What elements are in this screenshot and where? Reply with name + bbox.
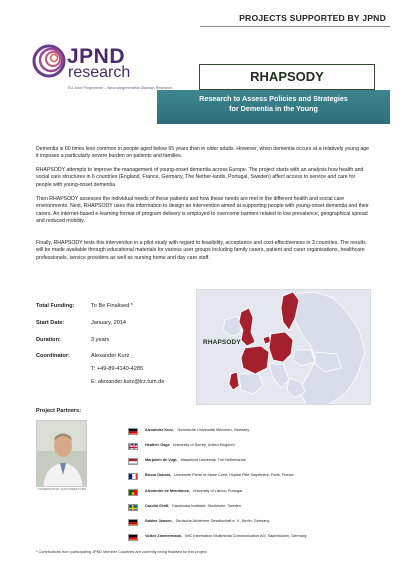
coordinator-name: Alexander Kurz [91,353,130,359]
paragraph-aims: RHAPSODY attempts to improve the management of young-onset dementia across Europe. The project starts with an analysis how health and social care structures in 6 countries (England, France, Germany, The Nether-lands, Portugal, Sweden) affect access to service and care for people with young-onset dementia. [36,167,364,188]
duration-label: Duration: [36,337,61,343]
duration-value: 3 years [91,337,110,343]
germany-flag-icon [128,428,138,435]
partner-name: Alexander Kurz, [145,428,174,432]
france-flag-icon [128,473,138,480]
partner-institution: IMC Information Multimedia Communication AG, Saarbrücken, Germany [185,534,307,538]
logo-name: JPND [67,45,126,68]
header-divider [200,26,390,27]
coordinator-portrait-icon [37,421,87,487]
jpnd-logo-swirl-icon [31,41,71,81]
coordinator-label: Coordinator: [36,353,70,359]
coordinator-photo [36,420,87,487]
partners-title: Project Partners: [36,408,82,414]
partner-name: Bruno Dubois, [145,473,172,477]
europe-map-graphic [197,290,371,405]
partner-name: Sabine Jansen, [145,519,173,523]
partner-institution: Deutsche Alzheimer Gesellschaft e. V., Berlin, Germany [175,519,270,523]
partner-institution: Technische Universität München, Germany [176,428,250,432]
partner-institution: University of Surrey, United Kingdom [172,443,235,447]
partner-name: Carolin Graff, [145,504,170,508]
start-date-value: January, 2014 [91,320,127,326]
partner-institution: Maastricht University, The Netherlands [180,458,246,462]
netherlands-flag-icon [128,458,138,465]
portugal-flag-icon [128,489,138,496]
projects-supported-header: PROJECTS SUPPORTED BY JPND [239,13,386,23]
paragraph-intro: Dementia is 60 times less common in people aged below 65 years than in older adults. However, when dementia occurs at a relatively young age it imposes a particularly severe burden on patients and families. [36,146,370,160]
partner-name: Heather Gage [145,443,170,447]
funding-value: To Be Finalised * [91,303,133,309]
funding-label: Total Funding: [36,303,75,309]
uk-flag-icon [128,443,138,450]
germany-flag-icon [128,534,138,541]
logo-subtitle: research [68,64,131,81]
project-title-banner [157,90,390,124]
partner-institution: Université Pierre et Marie Curie, Hôpital Pitié Salpêtrière, Paris, France [174,473,294,477]
partner-institution: University of Lisbon, Portugal [192,489,243,493]
project-title-line1: Research to Assess Policies and Strategies [199,94,348,103]
coordinator-phone: T: +49-89-4140-4285 [91,366,144,372]
logo-tagline: EU Joint Programme – Neurodegenerative Disease Research [68,86,172,90]
partner-name: Alexandre de Mendonca, [145,489,190,493]
paragraph-finally: Finally, RHAPSODY tests this intervention in a pilot study with regard to feasibility, acceptance and cost-effectiveness in 3 countries. The results will be made available through educational materials for various user groups including family carers, patient and carer organisations, healthcare professionals, service providers as well as nursing home and day care staff. [36,240,366,261]
photo-caption: COORDINATOR / ALEXANDER KURZ [37,487,87,491]
map-label: RHAPSODY [203,339,241,346]
paragraph-assessment: Then RHAPSODY assesses the individual needs of these patients and how these needs are met in the different health and social care environments. Next, RHAPSODY uses this information to design an intervention aimed at supporting people with young-onset dementia and their carers. An internet-based e-learning format of program delivery is employed to overcome barriers related to low prevalence, geographical spread and reduced mobility. [36,196,369,224]
start-date-label: Start Date: [36,320,65,326]
project-title-line2: for Dementia in the Young [229,103,318,113]
partner-name: Volker Zimmermann, [145,534,183,538]
partner-institution: Karolinska Institutet, Stockholm, Sweden [172,504,242,508]
sweden-flag-icon [128,504,138,511]
funding-footnote: * Contributions from participating JPND Member Countries are currently being finalised for this project [36,550,207,554]
coordinator-email[interactable]: E: alexander.kurz@lrz.tum.de [91,379,165,385]
europe-map [196,289,371,405]
germany-flag-icon [128,519,138,526]
project-acronym: RHAPSODY [199,64,375,90]
partner-name: Marjolein de Vugt, [145,458,178,462]
